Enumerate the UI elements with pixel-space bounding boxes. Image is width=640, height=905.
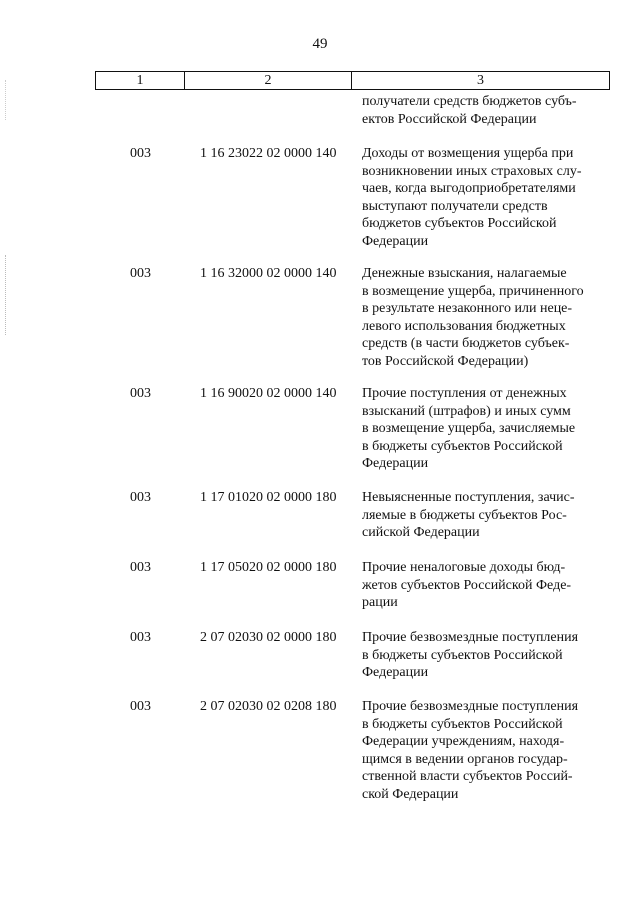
- scan-artifact: [5, 255, 8, 335]
- header-col-1: 1: [96, 72, 185, 89]
- admin-code: 003: [130, 146, 151, 161]
- page-number: 49: [312, 36, 328, 52]
- admin-code: 003: [130, 560, 151, 575]
- budget-code: 2 07 02030 02 0000 180: [200, 630, 337, 645]
- admin-code: 003: [130, 386, 151, 401]
- description: Доходы от возмещения ущерба при возникновении иных страховых слу- чаев, когда выгодоприобретателями выступают получатели средств бюджетов субъектов Российской Федерации: [362, 146, 582, 249]
- description: Прочие поступления от денежных взысканий (штрафов) и иных сумм в возмещение ущерба, зачисляемые в бюджеты субъектов Российской Федерации: [362, 386, 576, 472]
- budget-code: 1 17 05020 02 0000 180: [200, 560, 337, 575]
- continuation-text: [362, 93, 602, 128]
- text-line: получатели средств бюджетов субъ-: [362, 94, 577, 109]
- description: Прочие безвозмездные поступления в бюджеты субъектов Российской Федерации учреждениям, находя- щимся в ведении органов государ- ственной власти субъектов Россий- ской Федерации: [362, 699, 579, 802]
- description: Невыясненные поступления, зачис- ляемые в бюджеты субъектов Рос- сийской Федерации: [362, 490, 575, 541]
- text-line: ектов Российской Федерации: [362, 111, 537, 127]
- budget-code: 1 16 32000 02 0000 140: [200, 266, 337, 281]
- table-header: [95, 71, 610, 90]
- scan-artifact: [5, 80, 8, 120]
- budget-code: 1 16 90020 02 0000 140: [200, 386, 337, 401]
- admin-code: 003: [130, 266, 151, 281]
- admin-code: 003: [130, 699, 151, 714]
- description: Прочие безвозмездные поступления в бюджеты субъектов Российской Федерации: [362, 630, 579, 681]
- admin-code: 003: [130, 630, 151, 645]
- description: Денежные взыскания, налагаемые в возмещение ущерба, причиненного в результате незаконного или неце- левого использования бюджетных средств (в части бюджетов субъек- тов Российской Федерации): [362, 266, 584, 369]
- admin-code: 003: [130, 490, 151, 505]
- description: Прочие неналоговые доходы бюд- жетов субъектов Российской Феде- рации: [362, 560, 572, 611]
- header-col-3: 3: [477, 73, 484, 88]
- budget-code: 1 16 23022 02 0000 140: [200, 146, 337, 161]
- budget-code: 1 17 01020 02 0000 180: [200, 490, 337, 505]
- budget-code: 2 07 02030 02 0208 180: [200, 699, 337, 714]
- header-col-2: 2: [185, 72, 352, 89]
